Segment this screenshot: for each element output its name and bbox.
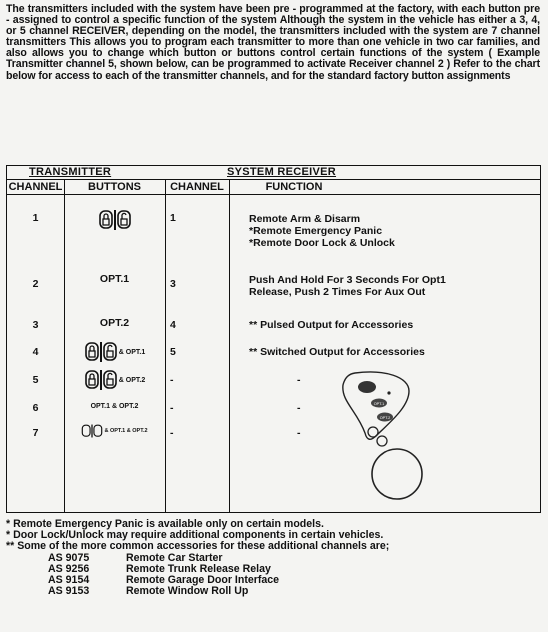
transmitter-channel: 6 bbox=[32, 402, 39, 414]
transmitter-channel: 5 bbox=[32, 374, 39, 386]
function-text bbox=[249, 213, 539, 249]
channel-table bbox=[6, 165, 541, 513]
accessory-name: Remote Window Roll Up bbox=[126, 585, 249, 598]
transmitter-channel: 2 bbox=[32, 278, 39, 290]
transmitter-group-header: TRANSMITTER bbox=[29, 166, 112, 178]
function-line: Push And Hold For 3 Seconds For Opt1 bbox=[249, 274, 446, 286]
intro-paragraph bbox=[6, 4, 540, 82]
button-label: & OPT.1 bbox=[118, 348, 146, 356]
button-label: OPT.2 bbox=[99, 317, 130, 329]
function-text bbox=[249, 319, 539, 331]
function-line: Release, Push 2 Times For Aux Out bbox=[249, 286, 426, 298]
button-label: & OPT.1 & OPT.2 bbox=[104, 428, 148, 434]
accessory-code: AS 9075 bbox=[48, 551, 90, 564]
receiver-channel: 1 bbox=[170, 212, 176, 224]
col-header-receiver-channel: CHANNEL bbox=[170, 181, 224, 193]
lock-unlock-icon bbox=[84, 370, 118, 390]
led-dot bbox=[387, 391, 390, 394]
function-line: ** Pulsed Output for Accessories bbox=[249, 319, 414, 331]
function-text bbox=[249, 274, 539, 298]
fob-opt2-label: OPT.2 bbox=[379, 416, 391, 420]
intro-text: The transmitters included with the system have been pre - programmed at the factory, with each button pre - assigned to control a specific function of the system Although the system in the vehicle has either a 3, 4, or 5 channel RECEIVER, depending on the model, the transmitters included with the system are 7 channel transmitters This allows you to program each transmitter to more than one vehicle in two car families, and also allows you to change which button or buttons control certain functions of the system ( Example Transmitter channel 5, shown below, can be programmed to activate Receiver channel 2 ) Refer to the chart below for access to each of the transmitter channels, and for the standard factory button assignments bbox=[6, 3, 540, 82]
receiver-channel: 4 bbox=[170, 319, 176, 331]
col-header-channel: CHANNEL bbox=[8, 181, 63, 193]
function-text bbox=[249, 346, 539, 358]
receiver-channel: - bbox=[170, 402, 174, 414]
transmitter-channel: 3 bbox=[32, 319, 39, 331]
function-text: - bbox=[297, 427, 301, 439]
footnote: * Door Lock/Unlock may require additional components in certain vehicles. bbox=[6, 529, 384, 542]
accessory-name: Remote Trunk Release Relay bbox=[126, 562, 271, 575]
fob-opt1-label: OPT.1 bbox=[373, 402, 385, 406]
button-label: OPT.1 & OPT.2 bbox=[90, 403, 139, 410]
button-cell bbox=[64, 370, 165, 393]
transmitter-channel: 1 bbox=[32, 212, 39, 224]
function-line: *Remote Door Lock & Unlock bbox=[249, 237, 395, 249]
function-text: - bbox=[297, 374, 301, 386]
receiver-channel: - bbox=[170, 374, 174, 386]
accessory-name: Remote Garage Door Interface bbox=[126, 574, 280, 587]
lock-unlock-icon bbox=[84, 342, 118, 362]
receiver-channel: - bbox=[170, 427, 174, 439]
function-line: Remote Arm & Disarm bbox=[249, 213, 361, 225]
footnote: * Remote Emergency Panic is available only on certain models. bbox=[6, 518, 324, 530]
lock-unlock-icon bbox=[81, 424, 103, 438]
footnote: ** Some of the more common accessories for these additional channels are; bbox=[6, 540, 390, 553]
column-header-row bbox=[7, 179, 540, 195]
button-cell bbox=[64, 424, 165, 441]
transmitter-channel: 4 bbox=[32, 346, 39, 358]
receiver-group-header: SYSTEM RECEIVER bbox=[227, 166, 337, 178]
button-cell bbox=[64, 210, 165, 233]
lock-unlock-icon bbox=[98, 210, 132, 230]
button-label: & OPT.2 bbox=[118, 376, 146, 384]
transmitter-channel: 7 bbox=[32, 427, 39, 439]
col-header-function: FUNCTION bbox=[265, 181, 323, 193]
receiver-channel: 5 bbox=[170, 346, 176, 358]
accessory-item bbox=[6, 586, 541, 597]
key-fob-icon bbox=[337, 371, 457, 503]
function-line: *Remote Emergency Panic bbox=[249, 225, 383, 237]
button-label: OPT.1 bbox=[99, 273, 130, 285]
column-divider bbox=[165, 179, 166, 512]
lock-button bbox=[358, 381, 376, 393]
accessory-code: AS 9256 bbox=[48, 562, 90, 575]
accessory-name: Remote Car Starter bbox=[126, 551, 223, 564]
button-cell bbox=[64, 342, 165, 365]
key-ring bbox=[372, 449, 422, 499]
footnotes bbox=[6, 519, 541, 597]
accessory-code: AS 9154 bbox=[48, 574, 90, 587]
accessory-code: AS 9153 bbox=[48, 585, 90, 598]
col-header-buttons: BUTTONS bbox=[88, 181, 141, 193]
function-line: ** Switched Output for Accessories bbox=[249, 346, 425, 358]
receiver-channel: 3 bbox=[170, 278, 176, 290]
function-text: - bbox=[297, 402, 301, 414]
